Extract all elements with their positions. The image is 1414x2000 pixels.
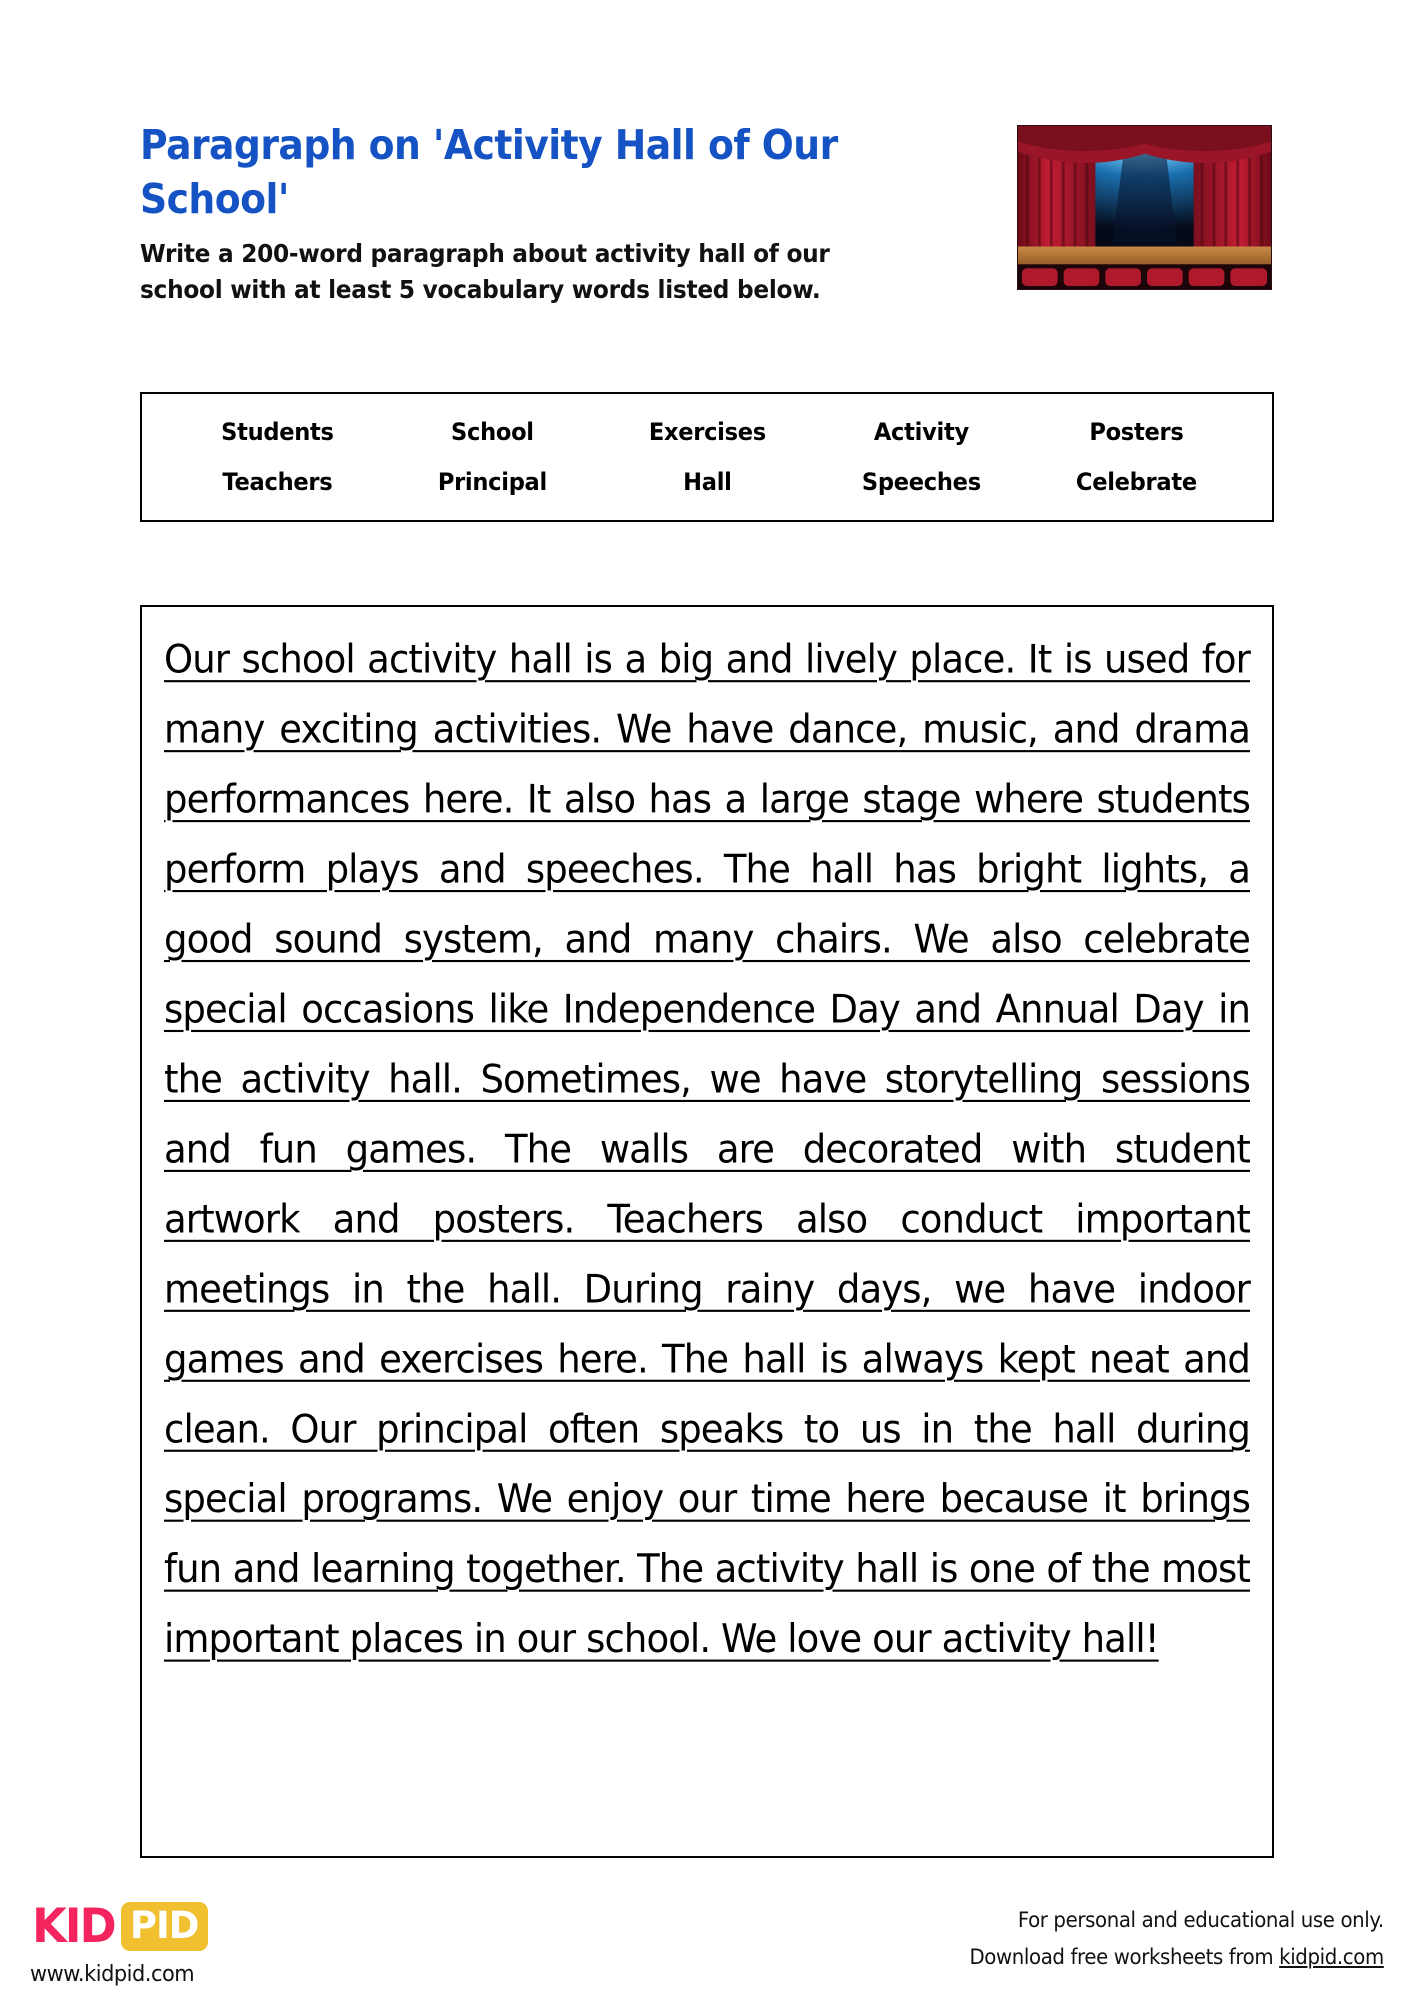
vocabulary-word: Activity [874,418,970,446]
vocabulary-word: Exercises [648,418,766,446]
logo-pid-badge: PID [121,1902,208,1951]
vocabulary-row [170,457,1244,507]
footer-notice-line-1: For personal and educational use only. [1018,1908,1384,1932]
vocabulary-word: Students [221,418,334,446]
kidpid-logo-marks [30,1898,208,1954]
kidpid-link[interactable]: kidpid.com [1279,1944,1384,1969]
vocabulary-word-bank [140,392,1274,522]
footer-usage-notice [943,1902,1384,1976]
vocabulary-word: School [450,418,534,446]
worksheet-instructions: Write a 200-word paragraph about activity hall of our school with at least 5 vocabulary words listed below. [140,239,830,305]
vocabulary-row [170,407,1244,457]
logo-website-url: www.kidpid.com [30,1962,195,1987]
footer-download-text: Download free worksheets from [969,1944,1280,1969]
logo-kid-text: KID [32,1898,115,1954]
vocabulary-word: Teachers [222,468,333,496]
vocabulary-word: Principal [437,468,547,496]
vocabulary-word: Celebrate [1076,468,1198,496]
header-text-block [140,118,980,309]
answer-paragraph-text: Our school activity hall is a big and lively place. It is used for many exciting activities. We have dance, music, and drama performances here. It also has a large stage where students perform plays and speeches. The hall has bright lights, a good sound system, and many chairs. We also celebrate special occasions like Independence Day and Annual Day in the activity hall. Sometimes, we have storytelling sessions and fun games. The walls are decorated with student artwork and posters. Teachers also conduct important meetings in the hall. During rainy days, we have indoor games and exercises here. The hall is always kept neat and clean. Our principal often speaks to us in the hall during special programs. We enjoy our time here because it brings fun and learning together. The activity hall is one of the most important places in our school. We love our activity hall! [164,636,1250,1662]
page-footer [0,1890,1414,2000]
stage-illustration-svg [1018,126,1271,289]
vocabulary-word: Speeches [862,468,982,496]
kidpid-logo [30,1898,208,1987]
footer-notice-line-2 [970,1939,1384,1976]
theatre-stage-image [1017,125,1272,290]
vocabulary-word: Hall [682,468,732,496]
vocabulary-word: Posters [1089,418,1184,446]
answer-paragraph-box[interactable] [140,605,1274,1858]
page-title: Paragraph on 'Activity Hall of Our School' [140,121,838,224]
